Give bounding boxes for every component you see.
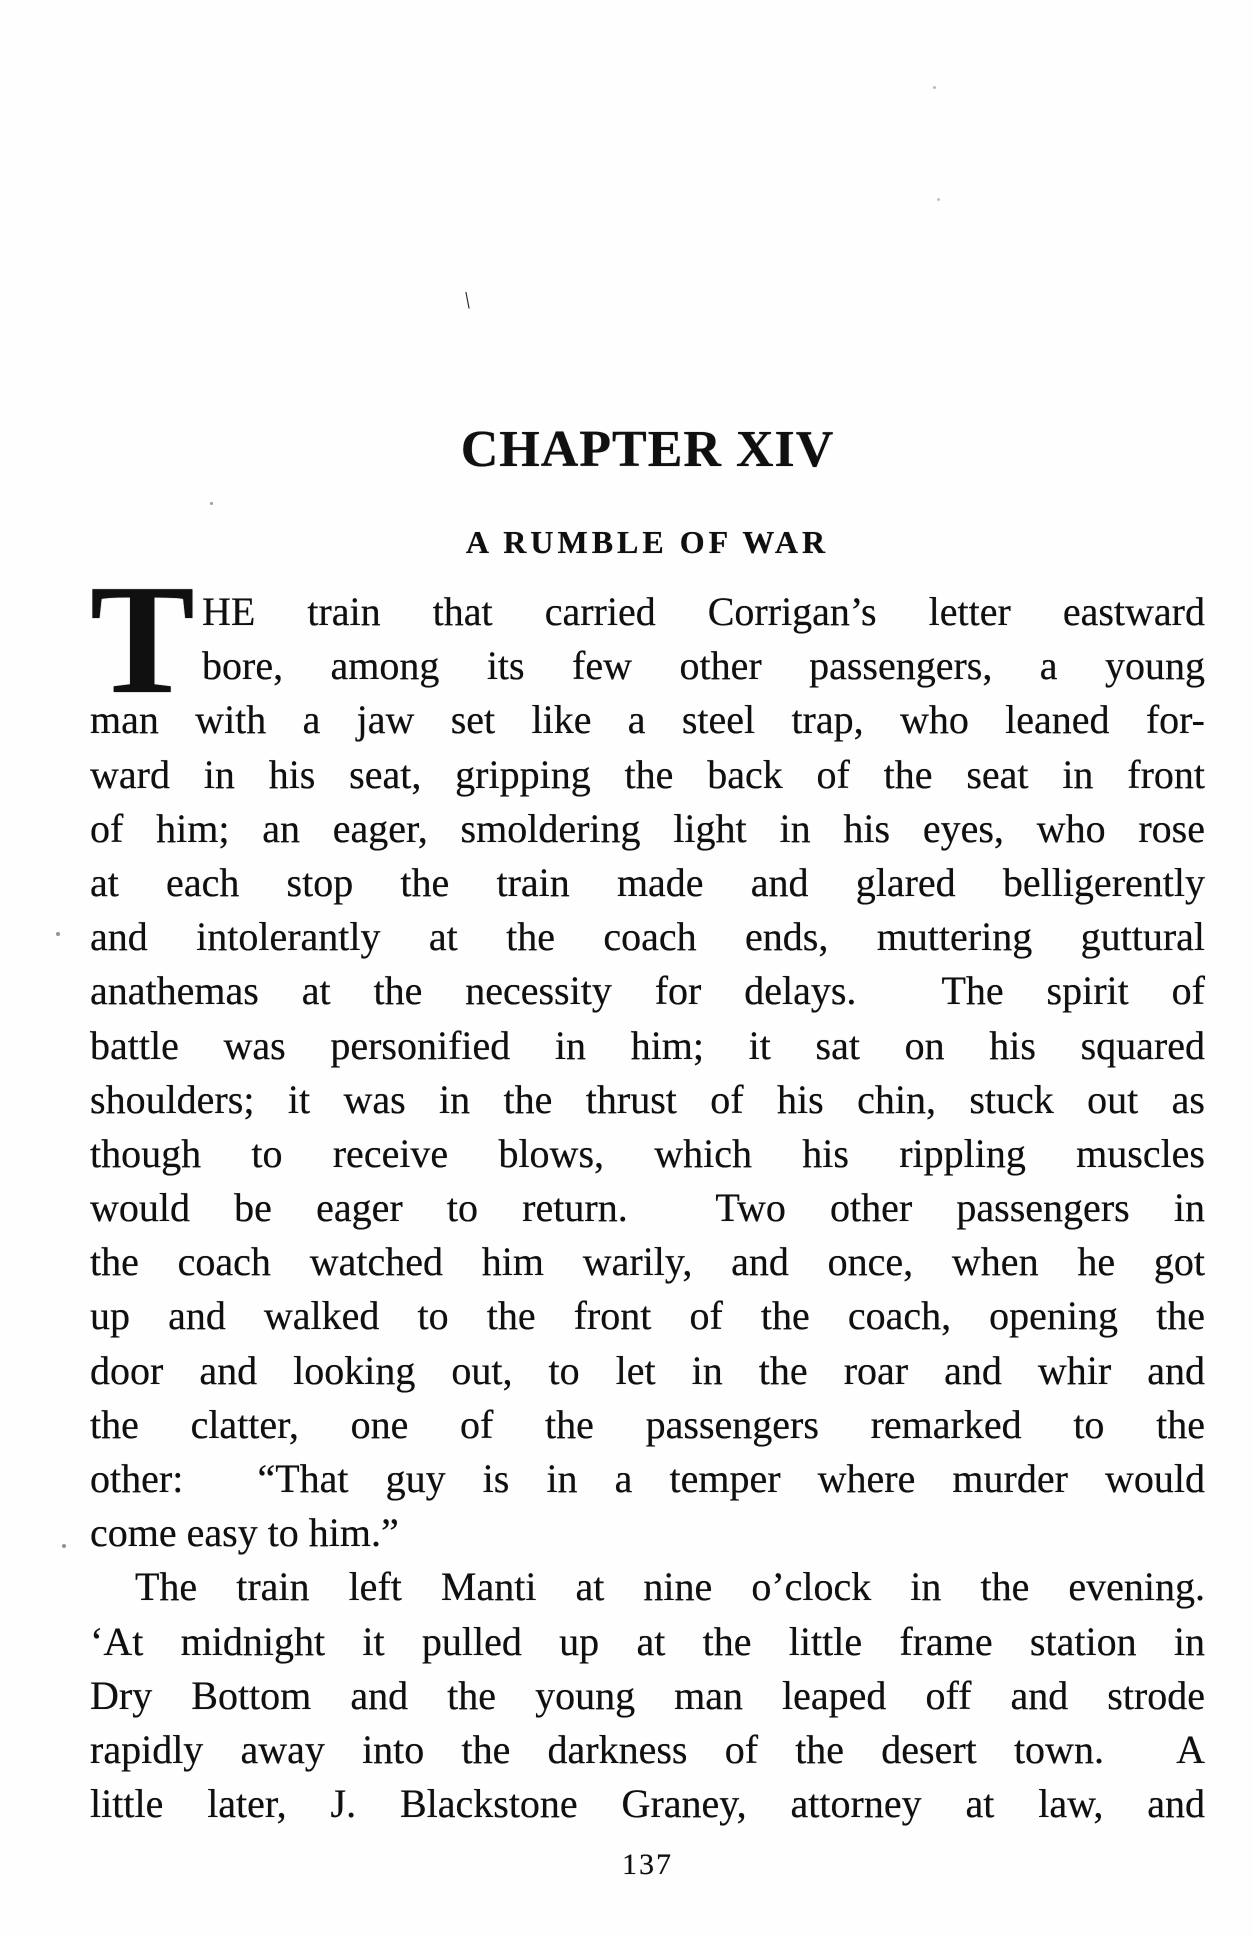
text-line: bore, among its few other passengers, a young <box>202 643 1205 689</box>
text-line: battle was personified in him; it sat on his squared <box>90 1022 1205 1068</box>
text-line: the clatter, one of the passengers remarked to the <box>90 1401 1205 1447</box>
text-line: come easy to him.” <box>90 1510 399 1556</box>
text-line: up and walked to the front of the coach, opening the <box>90 1293 1205 1339</box>
text-line: shoulders; it was in the thrust of his chin, stuck out as <box>90 1076 1205 1122</box>
text-line: HE train that carried Corrigan’s letter eastward <box>202 589 1205 634</box>
scan-stray-mark: \ <box>462 287 473 315</box>
paragraph-2 <box>90 1560 1205 1831</box>
body-text <box>90 552 1205 1831</box>
section-subtitle: A RUMBLE OF WAR <box>465 524 830 560</box>
text-line: ‘At midnight it pulled up at the little frame station in <box>90 1618 1205 1664</box>
text-line: of him; an eager, smoldering light in his eyes, who rose <box>90 805 1205 851</box>
drop-cap: T <box>90 552 195 726</box>
page-number: 137 <box>622 1848 673 1881</box>
text-line: and intolerantly at the coach ends, muttering guttural <box>90 914 1205 960</box>
chapter-title: CHAPTER XIV <box>460 421 835 478</box>
text-line: The train left Manti at nine o’clock in the evening. <box>135 1564 1205 1610</box>
text-line: door and looking out, to let in the roar and whir and <box>90 1347 1205 1393</box>
text-line: rapidly away into the darkness of the desert town. A <box>90 1726 1205 1772</box>
text-line: anathemas at the necessity for delays. The spirit of <box>90 968 1205 1014</box>
text-line: other: “That guy is in a temper where murder would <box>90 1456 1205 1501</box>
text-line: little later, J. Blackstone Graney, attorney at law, and <box>90 1781 1205 1827</box>
text-line: ward in his seat, gripping the back of the seat in front <box>90 751 1205 797</box>
text-line: though to receive blows, which his rippling muscles <box>90 1130 1205 1176</box>
paragraph-1 <box>90 552 1205 1560</box>
text-line: Dry Bottom and the young man leaped off and strode <box>90 1672 1205 1718</box>
text-line: would be eager to return. Two other passengers in <box>90 1185 1205 1231</box>
scan-speck <box>56 932 60 936</box>
scan-speck <box>210 502 213 505</box>
text-line: the coach watched him warily, and once, when he got <box>90 1239 1205 1285</box>
text-line: at each stop the train made and glared belligerently <box>90 859 1205 905</box>
text-line: man with a jaw set like a steel trap, who leaned for- <box>90 697 1205 743</box>
scan-speck <box>62 1544 66 1548</box>
scan-speck <box>937 198 940 201</box>
scan-speck <box>933 86 936 89</box>
